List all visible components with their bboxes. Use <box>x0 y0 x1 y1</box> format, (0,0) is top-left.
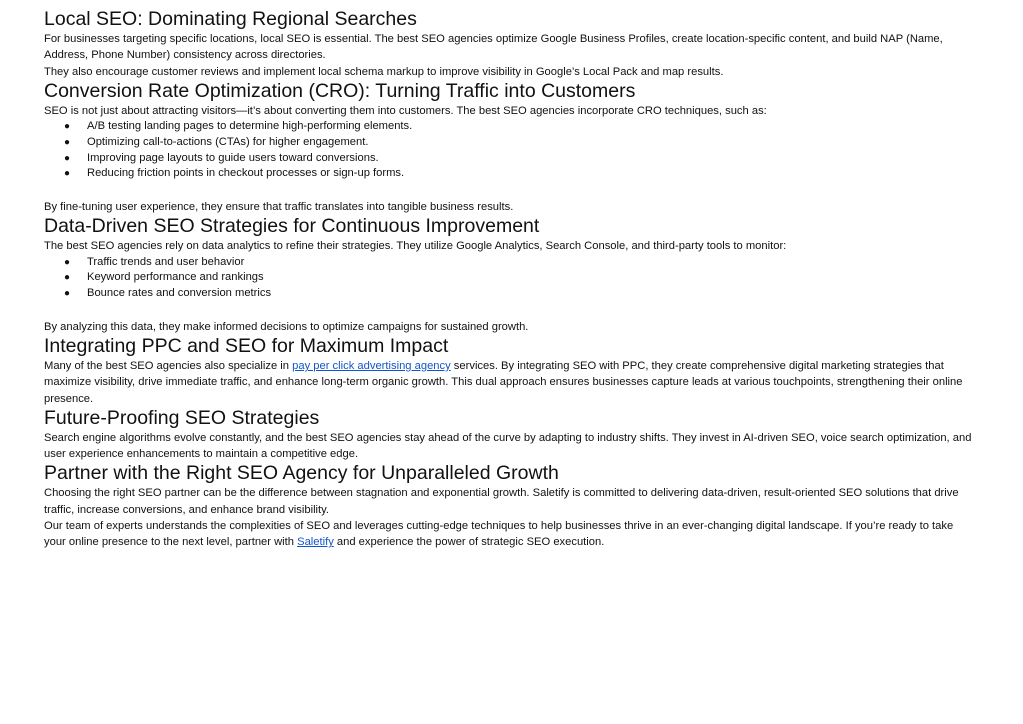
text-run: and experience the power of strategic SEO execution. <box>333 536 605 549</box>
ppc-agency-link[interactable]: pay per click advertising agency <box>292 360 451 372</box>
saletify-link[interactable]: Saletify <box>297 536 334 549</box>
list-item <box>44 151 974 167</box>
bullet-icon: ● <box>64 121 71 133</box>
bullet-icon: ● <box>64 272 71 284</box>
heading-ppc-seo: Integrating PPC and SEO for Maximum Impact <box>44 335 449 357</box>
spacer <box>44 182 974 199</box>
list-item-text: Keyword performance and rankings <box>87 271 264 284</box>
paragraph: The best SEO agencies rely on data analytics to refine their strategies. They utilize Google Analytics, Search Console, and third-party tools to monitor: <box>44 240 787 253</box>
heading-future-proofing: Future-Proofing SEO Strategies <box>44 406 320 429</box>
list-item <box>44 119 974 135</box>
heading-local-seo: Local SEO: Dominating Regional Searches <box>44 8 417 30</box>
list-item-text: Bounce rates and conversion metrics <box>87 287 272 299</box>
paragraph: SEO is not just about attracting visitors—it’s about converting them into customers. The best SEO agencies incorporate CRO techniques, such as: <box>44 104 767 117</box>
paragraph: Search engine algorithms evolve constantly, and the best SEO agencies stay ahead of the curve by adapting to industry shifts. They invest in AI-driven SEO, voice search optimization, and user experience enhancements to maintain a competitive edge. <box>44 431 972 461</box>
bullet-icon: ● <box>64 136 71 148</box>
paragraph: They also encourage customer reviews and implement local schema markup to improve visibility in Google’s Local Pack and map results. <box>44 65 724 78</box>
paragraph-with-link <box>44 358 974 407</box>
list-item-text: Improving page layouts to guide users toward conversions. <box>87 151 379 164</box>
text-run: Our team of experts understands the complexities of SEO and leverages cutting-edge techniques to help businesses thrive in an ever-changing digital landscape. If you’re ready to take your online presence to the next level, partner with <box>44 520 954 549</box>
document-body <box>44 8 974 551</box>
text-run: Many of the best SEO agencies also specialize in <box>44 360 293 372</box>
list-item <box>44 286 974 302</box>
bullet-icon: ● <box>64 168 71 180</box>
list-item-text: A/B testing landing pages to determine high-performing elements. <box>87 120 413 133</box>
list-item-text: Reducing friction points in checkout processes or sign-up forms. <box>87 167 405 180</box>
list-item <box>44 270 974 286</box>
list-item-text: Traffic trends and user behavior <box>87 255 245 268</box>
heading-partner: Partner with the Right SEO Agency for Unparalleled Growth <box>44 462 559 485</box>
paragraph: For businesses targeting specific locations, local SEO is essential. The best SEO agencies optimize Google Business Profiles, create location-specific content, and build NAP (Name, Address, Phone Number) consistency across directories. <box>44 33 943 62</box>
heading-data-driven: Data-Driven SEO Strategies for Continuous Improvement <box>44 215 540 238</box>
heading-cro: Conversion Rate Optimization (CRO): Turning Traffic into Customers <box>44 79 636 102</box>
bullet-list-cro <box>44 119 974 182</box>
paragraph-with-link <box>44 518 974 551</box>
list-item <box>44 255 974 271</box>
list-item-text: Optimizing call-to-actions (CTAs) for higher engagement. <box>87 135 369 148</box>
text-run: services. By integrating SEO with PPC, they create comprehensive digital marketing strategies that maximize visibility, drive immediate traffic, and enhance long-term organic growth. This dual approach ensures businesses capture leads at various touchpoints, strengthening their online presence. <box>44 360 963 405</box>
paragraph: By analyzing this data, they make informed decisions to optimize campaigns for sustained growth. <box>44 320 529 333</box>
list-item <box>44 166 974 182</box>
bullet-icon: ● <box>64 256 71 268</box>
spacer <box>44 302 974 319</box>
paragraph: Choosing the right SEO partner can be the difference between stagnation and exponential growth. Saletify is committed to delivering data-driven, result-oriented SEO solutions that drive traffic, increase conversions, and enhance brand visibility. <box>44 487 959 516</box>
bullet-list-metrics <box>44 255 974 302</box>
list-item <box>44 135 974 151</box>
bullet-icon: ● <box>64 288 71 299</box>
paragraph: By fine-tuning user experience, they ensure that traffic translates into tangible business results. <box>44 201 514 213</box>
bullet-icon: ● <box>64 152 71 164</box>
